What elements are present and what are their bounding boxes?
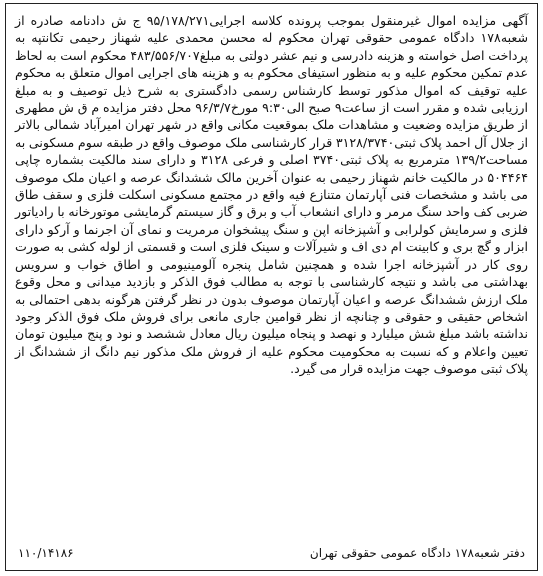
footer-code: ۱۱۰/۱۴۱۸۶ xyxy=(18,546,74,560)
auction-notice xyxy=(5,3,538,571)
notice-footer xyxy=(6,542,537,564)
footer-issuer: دفتر شعبه۱۷۸ دادگاه عمومی حقوقی تهران xyxy=(309,546,525,560)
notice-body: آگهی مزایده اموال غیرمنقول بموجب پرونده کلاسه اجرایی۹۵/۱۷۸/۲۷۱ ج ش دادنامه صادره از شعبه۱۷۸ دادگاه عمومی حقوقی تهران محکوم له محسن محمدی علیه شهناز رحیمی تکانتپه به پرداخت اصل خواسته و هزینه دادرسی و نیم عشر دولتی به مبلغ۴۸۳/۵۵۶/۷۰۷ محکوم است به لحاظ عدم تمکین محکوم علیه و به منظور استیفای محکوم به و هزینه های اجرایی اموال متعلق به محکوم علیه توقیف که اموال مذکور توسط کارشناس رسمی دادگستری به شرح ذیل توصیف و به مبلغ ارزیابی شده و مقرر است از ساعت۹ صبح الی۹:۳۰ مورخ۹۶/۳/۷ محل دفتر مزایده م ق ش مطهری از طریق مزایده وضعیت و مشاهدات ملک بموقعیت مکانی واقع در شهر تهران امیرآباد شمالی بالاتر از جلال آل احمد پلاک ثبتی۳۱۲۸/۳۷۴۰ قرار کارشناسی ملک موصوف واقع در طبقه سوم مسکونی به مساحت۱۳۹/۲ مترمربع به پلاک ثبتی۳۷۴۰ اصلی و فرعی ۳۱۲۸ و دارای سند مالکیت بشماره چاپی ۵۰۴۴۶۴ در مالکیت خانم شهناز رحیمی به عنوان آخرین مالک ششدانگ عرصه و اعیان ملک موصوف می باشد و مشخصات فنی آپارتمان متنازع فیه واقع در مجتمع مسکونی اسکلت فلزی و سقف طاق ضربی کف واحد سنگ مرمر و دارای انشعاب آب و برق و گاز سیستم گرمایشی موتورخانه با رادیاتور فلزی و سرمایش کولرابی و آشپزخانه اپن و سنگ پیشخوان مرمریت و نمای آن اجرنما و آرکو دارای ابزار و گچ بری و کابینت ام دی اف و شیرآلات و سینک فلزی است و قسمتی از لوله کشی به صورت روی کار در آشپزخانه اجرا شده و همچنین شامل پنجره آلومینیومی و اطاق خواب و سرویس بهداشتی می باشد و نتیجه کارشناسی با توجه به مطالب فوق الذکر و بازدید میدانی و محل وقوع ملک ارزش ششدانگ عرصه و اعیان آپارتمان موصوف بدون در نظر گرفتن هرگونه بدهی احتمالی به اشخاص حقیقی و حقوقی و چنانچه از نظر قوامین جاری مانعی برای فروش ملک فوق الذکر وجود نداشته باشد مبلغ شش میلیارد و نهصد و پنجاه میلیون ریال معادل ششصد و نود و پنج میلیون تومان تعیین واعلام و که نسبت به محکومیت محکوم علیه از فروش ملک مذکور نیم دانگ از ششدانگ از پلاک ثبتی موصوف جهت مزایده قرار می گیرد. xyxy=(15,13,529,377)
